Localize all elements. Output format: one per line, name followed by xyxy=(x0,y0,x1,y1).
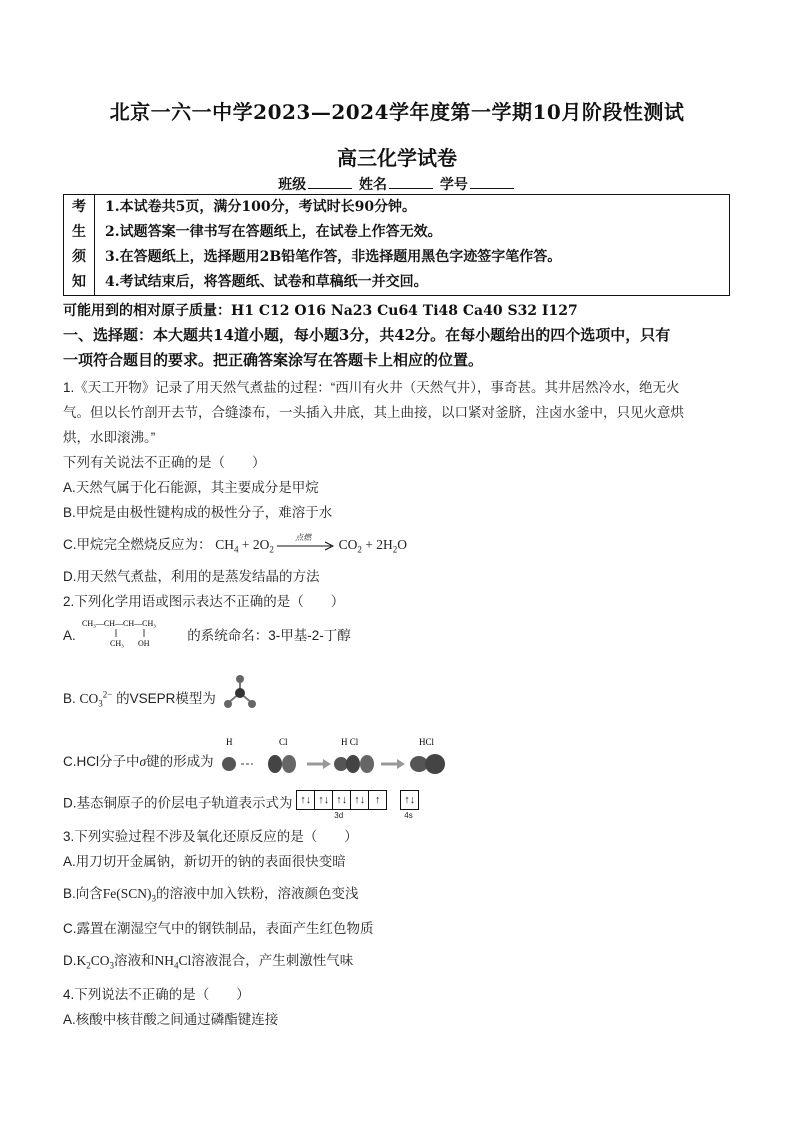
svg-text:H Cl: H Cl xyxy=(341,737,359,747)
right-arrow-icon xyxy=(277,539,335,553)
q2-option-b: B. $CO_3^{2-}$ 的VSEPR模型为 xyxy=(63,673,260,713)
q1-stem-line2: 气。但以长竹剖开去节，合缝漆布，一头插入井底，其上曲接，以口紧对釜脐，注卤水釜中，只见火意烘 xyxy=(63,405,684,420)
q3-option-a: A.用刀切开金属钠，新切开的钠的表面很快变暗 xyxy=(63,854,346,869)
q1-stem-line3: 烘，水即滚沸。” xyxy=(63,430,156,445)
name-label: 姓名 xyxy=(359,177,387,193)
exam-notice-box xyxy=(63,194,730,296)
notice-rule: 1.本试卷共5页，满分100分，考试时长90分钟。 xyxy=(105,199,417,215)
class-label: 班级 xyxy=(278,177,307,193)
q1-option-d: D.用天然气煮盐，利用的是蒸发结晶的方法 xyxy=(63,569,320,584)
q4-stem: 4.下列说法不正确的是（ ） xyxy=(63,987,250,1002)
q3-option-b: B.向含$Fe(SCN)_3$的溶液中加入铁粉，溶液颜色变浅 xyxy=(63,886,359,904)
structural-formula-image xyxy=(80,616,184,650)
student-info-line xyxy=(0,174,794,194)
q2-option-c: C.HCl分子中σ键的形成为 H Cl H Cl HCl xyxy=(63,736,453,780)
svg-text:HCl: HCl xyxy=(419,737,435,747)
q3-stem: 3.下列实验过程不涉及氧化还原反应的是（ ） xyxy=(63,829,358,844)
q3-option-c: C.露置在潮湿空气中的钢铁制品，表面产生红色物质 xyxy=(63,921,374,936)
atomic-masses: 可能用到的相对原子质量：H1 C12 O16 Na23 Cu64 Ti48 Ca40 S32 I127 xyxy=(63,303,578,319)
reaction-arrow: 点燃 xyxy=(277,539,335,553)
combustion-equation: $CH_4 + 2O_2$ 点燃 $CO_2 + 2H_2O$ xyxy=(215,532,408,555)
q2-stem: 2.下列化学用语或图示表达不正确的是（ ） xyxy=(63,594,345,609)
id-blank[interactable] xyxy=(470,176,514,189)
q1-option-c: C.甲烷完全燃烧反应为： $CH_4 + 2O_2$ 点燃 $CO_2 + 2H_2O$ xyxy=(63,532,408,555)
sigma-bond-diagram xyxy=(217,736,453,780)
svg-text:CH₃—CH—CH—CH₃: CH₃—CH—CH—CH₃ xyxy=(81,619,156,628)
q3-option-d: $D.K_2CO_3$溶液和$NH_4Cl$溶液混合，产生刺激性气味 xyxy=(63,953,354,971)
exam-title: 北京一六一中学2023—2024学年度第一学期10月阶段性测试 xyxy=(109,100,685,124)
svg-text:Cl: Cl xyxy=(279,737,288,747)
q1-option-b: B.甲烷是由极性键构成的极性分子，难溶于水 xyxy=(63,505,333,520)
exam-subtitle: 高三化学试卷 xyxy=(337,146,457,170)
section-header-line1: 一、选择题：本大题共14道小题，每小题3分，共42分。在每小题给出的四个选项中，只有 xyxy=(63,326,671,344)
notice-side-label: 考 生 须 知 xyxy=(64,195,95,296)
q1-question: 下列有关说法不正确的是（ ） xyxy=(63,455,266,470)
svg-text:CH₃: CH₃ xyxy=(109,639,124,648)
svg-text:H: H xyxy=(226,737,233,747)
id-label: 学号 xyxy=(439,177,468,193)
section-header-line2: 一项符合题目的要求。把正确答案涂写在答题卡上相应的位置。 xyxy=(63,351,484,369)
class-blank[interactable] xyxy=(308,176,352,189)
q2-option-a: A. CH₃—CH—CH—CH₃ CH₃ OH 的系统命名：3-甲基-2-丁醇 xyxy=(63,616,351,650)
notice-rule: 3.在答题纸上，选择题用2B铅笔作答，非选择题用黑色字迹签字笔作答。 xyxy=(105,249,562,265)
svg-text:OH: OH xyxy=(137,639,150,648)
notice-rules xyxy=(95,195,730,296)
q2-option-d: D.基态铜原子的价层电子轨道表示式为 ↑↓ ↑↓ ↑↓ ↑↓ ↑ 3d ↑↓ 4s xyxy=(63,790,421,818)
name-blank[interactable] xyxy=(389,176,433,189)
orbital-diagram: ↑↓ ↑↓ ↑↓ ↑↓ ↑ 3d ↑↓ 4s xyxy=(296,790,421,818)
vsepr-model-image xyxy=(220,673,260,713)
q1-stem-line1: 1.《天工开物》记录了用天然气煮盐的过程：“西川有火井（天然气井），事奇甚。其井居然冷水，绝无火 xyxy=(63,380,680,395)
q4-option-a: A.核酸中核苷酸之间通过磷酯键连接 xyxy=(63,1012,279,1027)
notice-rule: 2.试题答案一律书写在答题纸上，在试卷上作答无效。 xyxy=(105,224,442,240)
q1-option-a: A.天然气属于化石能源，其主要成分是甲烷 xyxy=(63,480,319,495)
notice-rule: 4.考试结束后，将答题纸、试卷和草稿纸一并交回。 xyxy=(105,274,428,290)
